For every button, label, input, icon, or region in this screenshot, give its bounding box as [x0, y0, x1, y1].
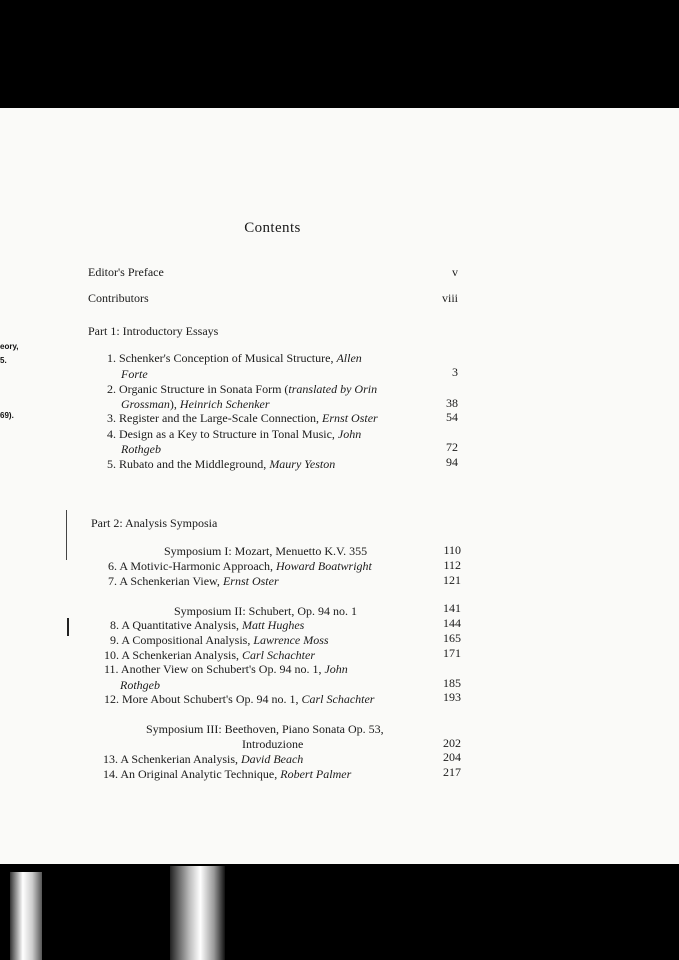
- toc-entry: 6. A Motivic-Harmonic Approach, Howard Boatwright: [108, 559, 372, 573]
- toc-entry: 5. Rubato and the Middleground, Maury Yeston: [107, 457, 336, 471]
- toc-page: 94: [446, 455, 458, 469]
- toc-entry-cont: Rothgeb: [120, 678, 160, 692]
- margin-rule: [67, 618, 69, 636]
- symposium-heading: Symposium I: Mozart, Menuetto K.V. 355: [164, 544, 368, 558]
- part-heading: Part 1: Introductory Essays: [88, 324, 219, 338]
- toc-entry-cont: Rothgeb: [121, 442, 161, 456]
- toc-entry: 14. An Original Analytic Technique, Robert Palmer: [103, 767, 352, 781]
- toc-page: 217: [443, 765, 461, 779]
- toc-page: 110: [443, 543, 461, 557]
- toc-entry: 9. A Compositional Analysis, Lawrence Moss: [110, 633, 329, 647]
- toc-page: 193: [443, 690, 461, 704]
- toc-page: 141: [443, 601, 461, 615]
- toc-page: v: [452, 265, 458, 279]
- scan-artifact: [170, 866, 225, 960]
- toc-entry-contributors: Contributors: [88, 291, 149, 305]
- toc-entry-cont: Grossman), Heinrich Schenker: [121, 397, 270, 411]
- margin-rule: [66, 510, 67, 560]
- toc-page: 204: [443, 750, 461, 764]
- margin-fragment: 69).: [0, 411, 14, 420]
- toc-page: 121: [443, 573, 461, 587]
- part-heading: Part 2: Analysis Symposia: [91, 516, 218, 530]
- page-title: Contents: [244, 220, 301, 236]
- toc-page: 72: [446, 440, 458, 454]
- scan-background: [0, 864, 679, 960]
- toc-page: viii: [441, 291, 458, 305]
- symposium-heading-cont: Introduzione: [242, 737, 304, 751]
- toc-entry: 10. A Schenkerian Analysis, Carl Schachter: [104, 648, 315, 662]
- toc-page: 38: [446, 396, 458, 410]
- toc-entry-preface: Editor's Preface: [88, 265, 164, 279]
- toc-entry: 2. Organic Structure in Sonata Form (translated by Orin: [107, 382, 378, 396]
- toc-page: 3: [452, 365, 458, 379]
- margin-fragment: eory,: [0, 342, 19, 351]
- toc-entry: 7. A Schenkerian View, Ernst Oster: [108, 574, 279, 588]
- toc-entry: 13. A Schenkerian Analysis, David Beach: [103, 752, 304, 766]
- toc-page: 202: [443, 736, 461, 750]
- toc-entry: 3. Register and the Large-Scale Connection, Ernst Oster: [107, 411, 378, 425]
- toc-entry: 1. Schenker's Conception of Musical Structure, Allen: [107, 351, 362, 365]
- symposium-heading: Symposium III: Beethoven, Piano Sonata Op. 53,: [146, 722, 384, 736]
- toc-entry-cont: Forte: [121, 367, 148, 381]
- margin-fragment: 5.: [0, 356, 7, 365]
- toc-page: 112: [443, 558, 461, 572]
- scan-artifact: [10, 872, 42, 960]
- toc-entry: 4. Design as a Key to Structure in Tonal Music, John: [107, 427, 362, 441]
- toc-page: 165: [443, 631, 461, 645]
- toc-entry: 12. More About Schubert's Op. 94 no. 1, Carl Schachter: [104, 692, 375, 706]
- toc-page: 144: [443, 616, 461, 630]
- toc-entry: 11. Another View on Schubert's Op. 94 no. 1, John: [104, 662, 348, 676]
- toc-entry: 8. A Quantitative Analysis, Matt Hughes: [110, 618, 305, 632]
- toc-page: 54: [446, 410, 458, 424]
- toc-page: 185: [443, 676, 461, 690]
- toc-page: 171: [443, 646, 461, 660]
- symposium-heading: Symposium II: Schubert, Op. 94 no. 1: [174, 604, 357, 618]
